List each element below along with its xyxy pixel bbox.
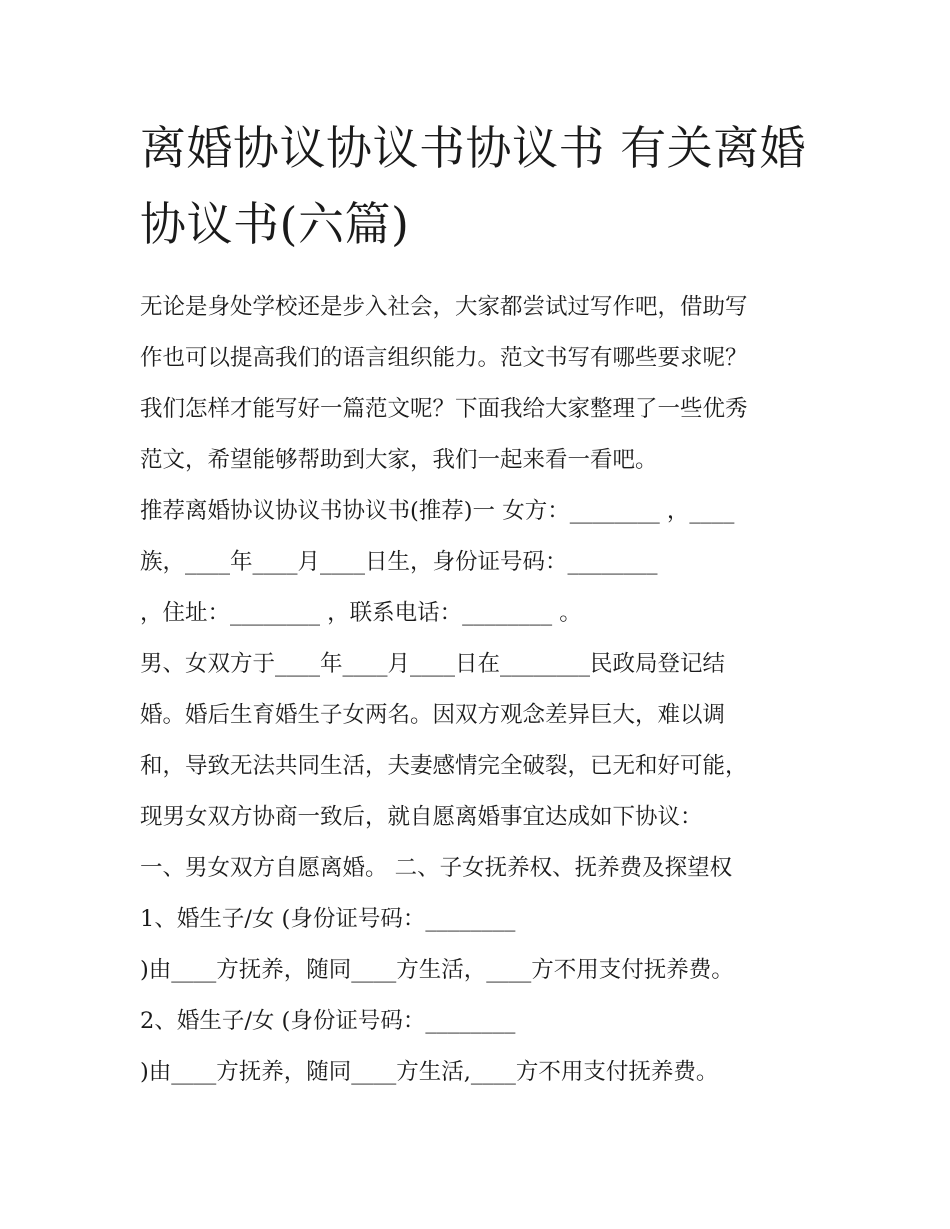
body-line: 和，导致无法共同生活，夫妻感情完全破裂，已无和好可能，	[140, 753, 748, 779]
document-page	[140, 110, 830, 1098]
body-line: 范文，希望能够帮助到大家，我们一起来看一看吧。	[140, 447, 658, 473]
document-body	[140, 282, 830, 1098]
body-line: 男、女双方于____年____月____日在________民政局登记结	[140, 651, 726, 677]
body-line: )由____方抚养，随同____方生活，____方不用支付抚养费。	[140, 957, 734, 983]
body-line: 2、婚生子/女 (身份证号码：________	[140, 1008, 516, 1034]
body-line: 作也可以提高我们的语言组织能力。范文书写有哪些要求呢？	[140, 345, 748, 371]
body-line: 我们怎样才能写好一篇范文呢？下面我给大家整理了一些优秀	[140, 396, 748, 422]
body-line: ，住址：________ ，联系电话：________ 。	[140, 600, 582, 626]
body-line: 现男女双方协商一致后，就自愿离婚事宜达成如下协议：	[140, 804, 703, 830]
body-line: 族，____年____月____日生，身份证号码：________	[140, 549, 658, 575]
document-title: 离婚协议协议书协议书 有关离婚协议书(六篇)	[140, 121, 807, 251]
body-line: 婚。婚后生育婚生子女两名。因双方观念差异巨大，难以调	[140, 702, 726, 728]
body-line: 推荐离婚协议协议书协议书(推荐)一 女方：________ ，____	[140, 498, 735, 524]
body-line: 一、男女双方自愿离婚。 二、子女抚养权、抚养费及探望权	[140, 855, 733, 881]
body-line: 无论是身处学校还是步入社会，大家都尝试过写作吧，借助写	[140, 294, 748, 320]
body-line: )由____方抚养，随同____方生活,____方不用支付抚养费。	[140, 1059, 719, 1085]
body-line: 1、婚生子/女 (身份证号码：________	[140, 906, 516, 932]
